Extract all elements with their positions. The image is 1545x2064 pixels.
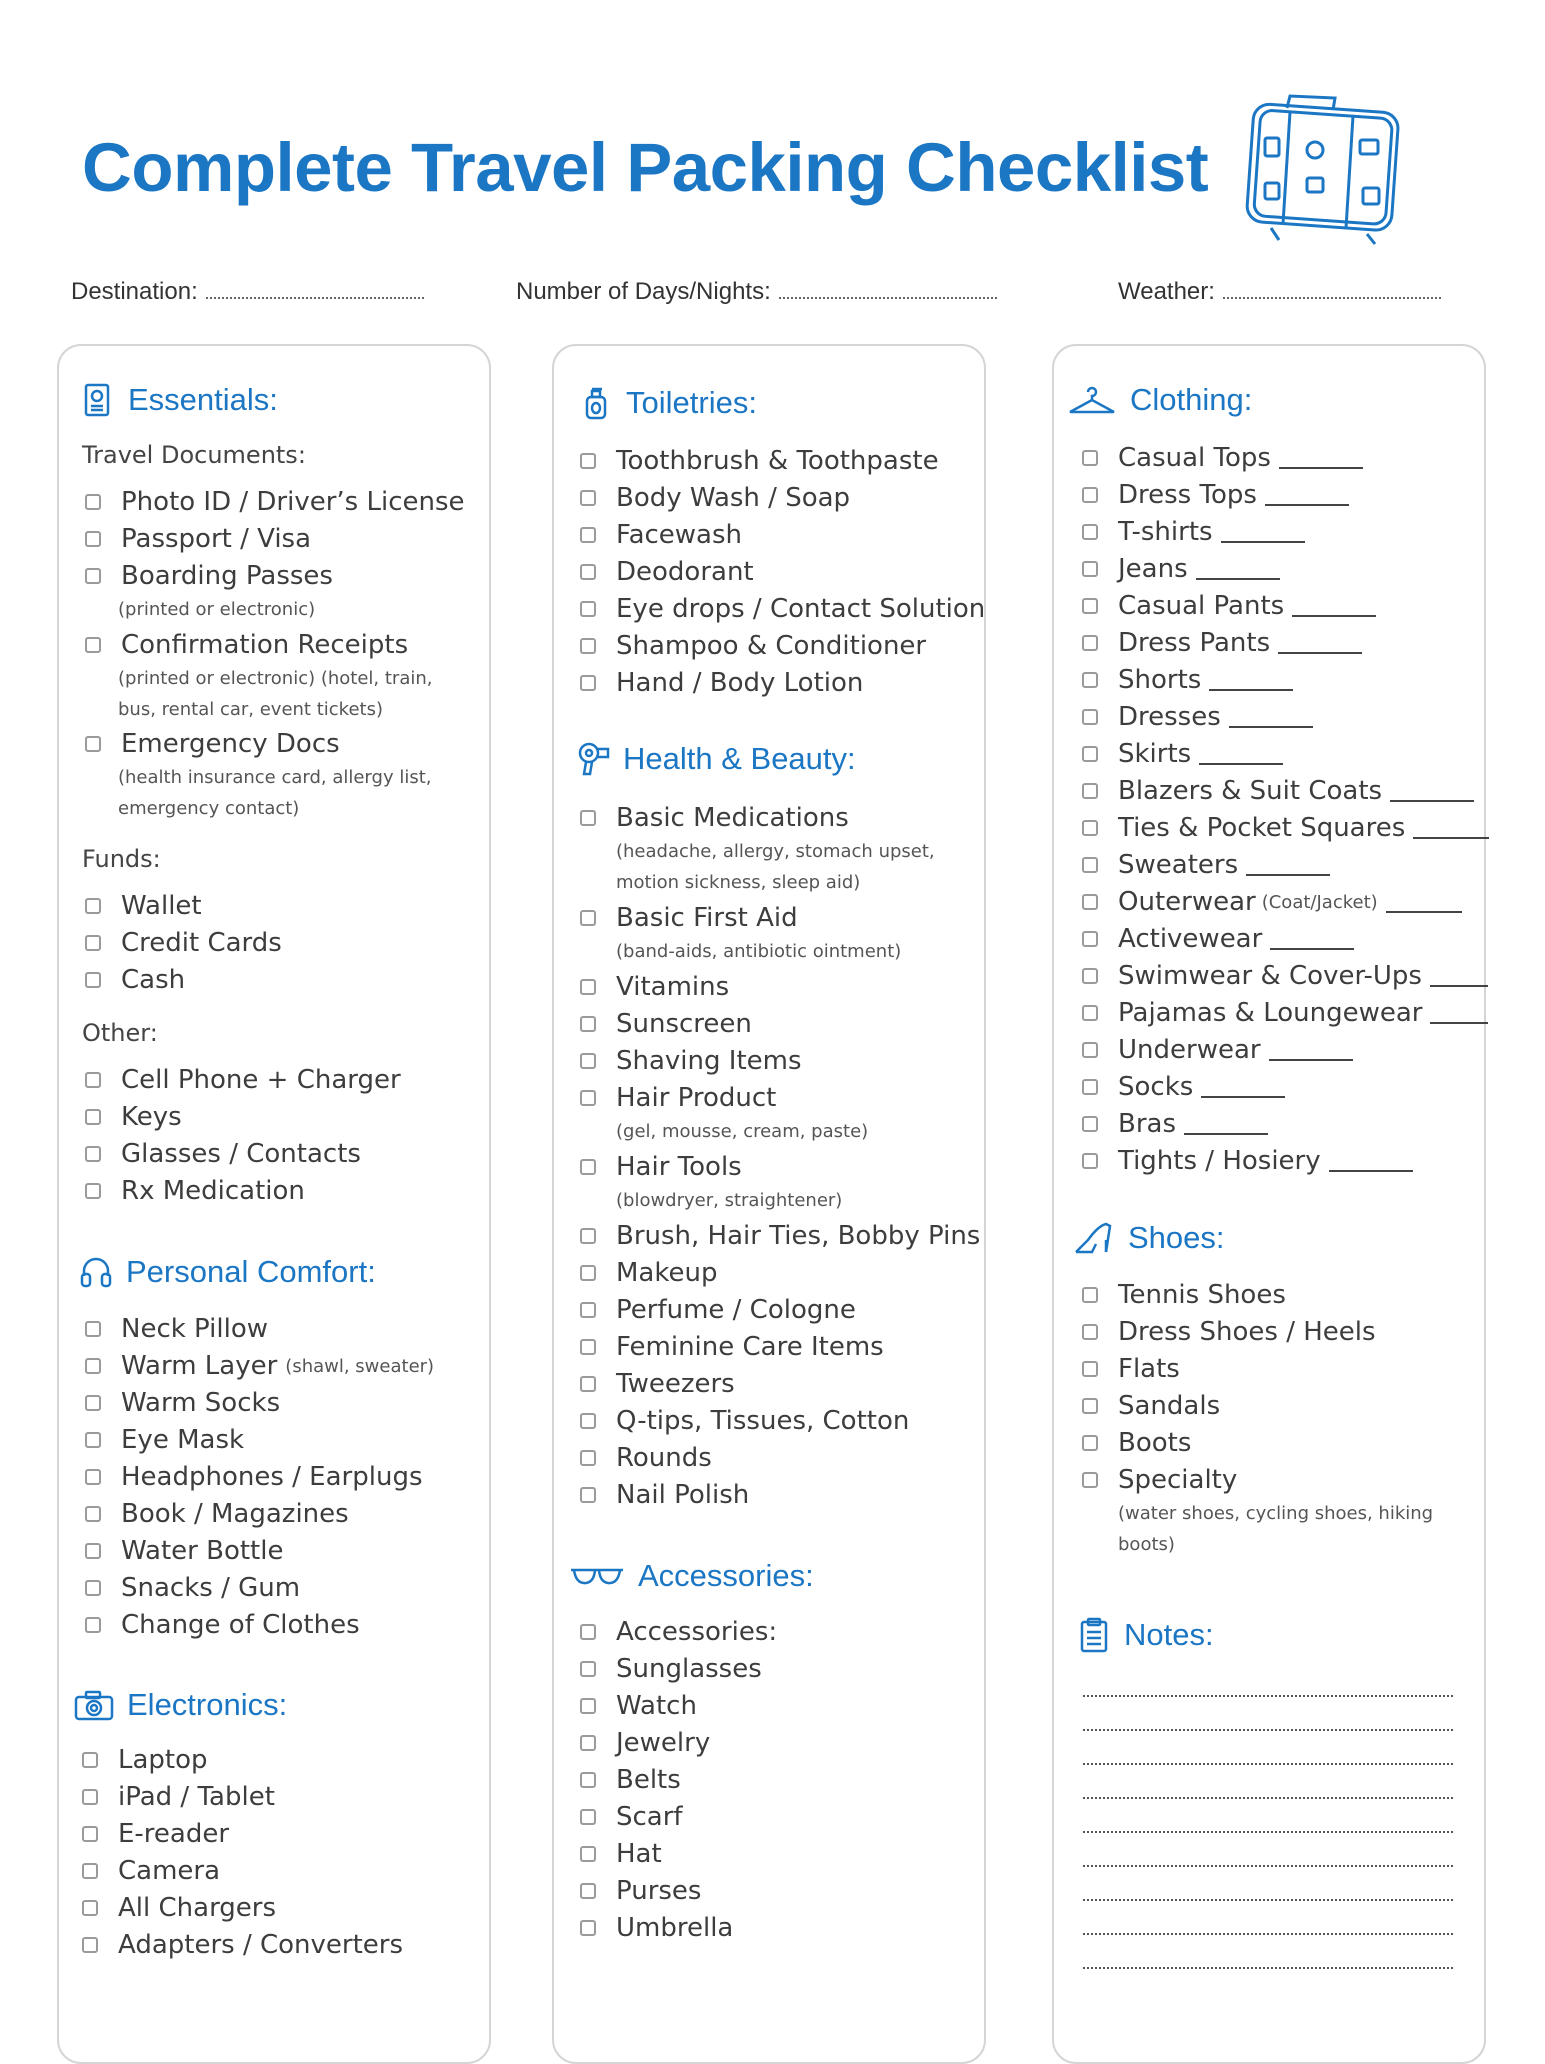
- checklist-item[interactable]: Makeup: [580, 1258, 717, 1288]
- checkbox[interactable]: [1082, 450, 1098, 466]
- soap-bottle-icon: [578, 385, 614, 421]
- checkbox[interactable]: [580, 1698, 596, 1714]
- notes-header: [1076, 1617, 1214, 1653]
- checkbox[interactable]: [85, 531, 101, 547]
- checkbox[interactable]: [85, 935, 101, 951]
- checklist-item[interactable]: Activewear: [1082, 924, 1354, 954]
- checklist-item[interactable]: Watch: [580, 1691, 697, 1721]
- checklist-item[interactable]: Umbrella: [580, 1913, 733, 1943]
- checkbox[interactable]: [85, 1072, 101, 1088]
- checkbox[interactable]: [1082, 931, 1098, 947]
- checkbox[interactable]: [85, 972, 101, 988]
- checkbox[interactable]: [580, 1016, 596, 1032]
- checklist-item[interactable]: Basic Medications: [580, 803, 849, 833]
- item-note: (gel, mousse, cream, paste): [616, 1121, 869, 1142]
- checkbox[interactable]: [1082, 1324, 1098, 1340]
- notes-line[interactable]: [1083, 1967, 1453, 1969]
- days-field[interactable]: [516, 278, 997, 306]
- checkbox[interactable]: [1082, 1287, 1098, 1303]
- checklist-item[interactable]: Flats: [1082, 1354, 1180, 1384]
- essentials-title: Essentials:: [128, 382, 278, 417]
- checklist-item[interactable]: Toothbrush & Toothpaste: [580, 446, 939, 476]
- checkbox[interactable]: [1082, 1435, 1098, 1451]
- personal-comfort-title: Personal Comfort:: [126, 1254, 376, 1289]
- checklist-item[interactable]: Brush, Hair Ties, Bobby Pins: [580, 1221, 980, 1251]
- checklist-item[interactable]: Warm Socks: [85, 1388, 280, 1418]
- checkbox[interactable]: [85, 1321, 101, 1337]
- essentials-header: [80, 382, 278, 418]
- quantity-blank[interactable]: [1292, 595, 1376, 617]
- checkbox[interactable]: [580, 453, 596, 469]
- item-note: emergency contact): [118, 798, 300, 819]
- checkbox[interactable]: [85, 1469, 101, 1485]
- notes-line[interactable]: [1083, 1695, 1453, 1697]
- quantity-blank[interactable]: [1265, 484, 1349, 506]
- checklist-item[interactable]: Rounds: [580, 1443, 712, 1473]
- quantity-blank[interactable]: [1329, 1150, 1413, 1172]
- checklist-item[interactable]: Swimwear & Cover-Ups: [1082, 961, 1488, 991]
- notes-line[interactable]: [1083, 1865, 1453, 1867]
- checkbox[interactable]: [580, 1735, 596, 1751]
- checkbox[interactable]: [1082, 968, 1098, 984]
- checklist-item[interactable]: Hair Tools: [580, 1152, 742, 1182]
- days-blank[interactable]: [779, 279, 997, 299]
- item-note: (printed or electronic): [118, 599, 316, 620]
- shoes-header: [1072, 1220, 1225, 1256]
- checklist-item[interactable]: Nail Polish: [580, 1480, 749, 1510]
- checkbox[interactable]: [85, 1432, 101, 1448]
- checklist-item[interactable]: Headphones / Earplugs: [85, 1462, 423, 1492]
- checkbox[interactable]: [580, 601, 596, 617]
- quantity-blank[interactable]: [1279, 447, 1363, 469]
- checkbox[interactable]: [580, 1624, 596, 1640]
- checklist-item[interactable]: Camera: [82, 1856, 220, 1886]
- checklist-item[interactable]: Scarf: [580, 1802, 683, 1832]
- destination-blank[interactable]: [206, 279, 424, 299]
- checklist-item[interactable]: Shaving Items: [580, 1046, 802, 1076]
- page-title: Complete Travel Packing Checklist: [82, 129, 1209, 206]
- checklist-item[interactable]: Shampoo & Conditioner: [580, 631, 926, 661]
- checkbox[interactable]: [1082, 1005, 1098, 1021]
- travel-docs-subheading: Travel Documents:: [82, 441, 306, 469]
- checklist-item[interactable]: Belts: [580, 1765, 681, 1795]
- checkbox[interactable]: [1082, 487, 1098, 503]
- checkbox[interactable]: [82, 1937, 98, 1953]
- destination-label: Destination:: [71, 278, 198, 305]
- quantity-blank[interactable]: [1430, 1002, 1488, 1024]
- checkbox[interactable]: [1082, 1472, 1098, 1488]
- checklist-item[interactable]: Deodorant: [580, 557, 754, 587]
- quantity-blank[interactable]: [1270, 928, 1354, 950]
- clothing-header: [1066, 382, 1252, 418]
- notes-line[interactable]: [1083, 1729, 1453, 1731]
- checklist-item[interactable]: Boarding Passes: [85, 561, 333, 591]
- checkbox[interactable]: [580, 1376, 596, 1392]
- electronics-header: [73, 1687, 287, 1723]
- checklist-item[interactable]: Eye drops / Contact Solution: [580, 594, 985, 624]
- checkbox[interactable]: [1082, 1398, 1098, 1414]
- funds-subheading: Funds:: [82, 845, 161, 873]
- checklist-item[interactable]: T-shirts: [1082, 517, 1305, 547]
- checkbox[interactable]: [1082, 857, 1098, 873]
- quantity-blank[interactable]: [1199, 743, 1283, 765]
- quantity-blank[interactable]: [1413, 817, 1489, 839]
- checkbox[interactable]: [82, 1752, 98, 1768]
- checkbox[interactable]: [580, 910, 596, 926]
- checklist-item[interactable]: Socks: [1082, 1072, 1285, 1102]
- checklist-item[interactable]: Casual Pants: [1082, 591, 1376, 621]
- hanger-icon: [1066, 382, 1118, 418]
- checkbox[interactable]: [580, 1265, 596, 1281]
- weather-label: Weather:: [1118, 278, 1215, 305]
- checkbox[interactable]: [1082, 1153, 1098, 1169]
- checklist-item[interactable]: Perfume / Cologne: [580, 1295, 856, 1325]
- trip-info-fields: [0, 278, 1545, 318]
- notes-line[interactable]: [1083, 1933, 1453, 1935]
- checklist-item[interactable]: Hair Product: [580, 1083, 776, 1113]
- checkbox[interactable]: [1082, 635, 1098, 651]
- checkbox[interactable]: [1082, 561, 1098, 577]
- checklist-item[interactable]: E-reader: [82, 1819, 229, 1849]
- checklist-item[interactable]: Credit Cards: [85, 928, 282, 958]
- clothing-title: Clothing:: [1130, 382, 1253, 417]
- item-note: (water shoes, cycling shoes, hiking: [1118, 1503, 1434, 1524]
- checklist-item[interactable]: Boots: [1082, 1428, 1191, 1458]
- checklist-item[interactable]: Sunglasses: [580, 1654, 762, 1684]
- checklist-item[interactable]: Sunscreen: [580, 1009, 752, 1039]
- destination-field[interactable]: [71, 278, 424, 306]
- item-note: (Coat/Jacket): [1261, 891, 1378, 913]
- checkbox[interactable]: [85, 568, 101, 584]
- quantity-blank[interactable]: [1209, 669, 1293, 691]
- quantity-blank[interactable]: [1386, 891, 1462, 913]
- checklist-item[interactable]: Sweaters: [1082, 850, 1330, 880]
- checklist-item[interactable]: iPad / Tablet: [82, 1782, 275, 1812]
- checklist-item[interactable]: Shorts: [1082, 665, 1293, 695]
- personal-comfort-header: [78, 1254, 376, 1290]
- checkbox[interactable]: [580, 979, 596, 995]
- checkbox[interactable]: [580, 1809, 596, 1825]
- checklist-item[interactable]: Glasses / Contacts: [85, 1139, 361, 1169]
- checklist-item[interactable]: Q-tips, Tissues, Cotton: [580, 1406, 909, 1436]
- checkbox[interactable]: [580, 527, 596, 543]
- checklist-item[interactable]: Specialty: [1082, 1465, 1237, 1495]
- checklist-item[interactable]: Jewelry: [580, 1728, 710, 1758]
- checkbox[interactable]: [85, 1580, 101, 1596]
- other-subheading: Other:: [82, 1019, 158, 1047]
- quantity-blank[interactable]: [1221, 521, 1305, 543]
- checklist-item[interactable]: Purses: [580, 1876, 701, 1906]
- toiletries-header: [578, 385, 757, 421]
- checkbox[interactable]: [85, 1358, 101, 1374]
- checkbox[interactable]: [580, 1846, 596, 1862]
- checkbox[interactable]: [580, 1883, 596, 1899]
- checklist-item[interactable]: Eye Mask: [85, 1425, 244, 1455]
- quantity-blank[interactable]: [1269, 1039, 1353, 1061]
- checkbox[interactable]: [85, 1146, 101, 1162]
- checkbox[interactable]: [580, 1772, 596, 1788]
- checkbox[interactable]: [1082, 894, 1098, 910]
- shoes-title: Shoes:: [1128, 1220, 1225, 1255]
- checklist-item[interactable]: Change of Clothes: [85, 1610, 360, 1640]
- item-note: motion sickness, sleep aid): [616, 872, 861, 893]
- checkbox[interactable]: [1082, 1042, 1098, 1058]
- checklist-item[interactable]: Skirts: [1082, 739, 1283, 769]
- checkbox[interactable]: [82, 1900, 98, 1916]
- checkbox[interactable]: [1082, 524, 1098, 540]
- item-note: (headache, allergy, stomach upset,: [616, 841, 935, 862]
- checkbox[interactable]: [85, 637, 101, 653]
- checkbox[interactable]: [1082, 783, 1098, 799]
- checklist-item[interactable]: Tennis Shoes: [1082, 1280, 1286, 1310]
- checklist-item[interactable]: Dress Pants: [1082, 628, 1362, 658]
- passport-icon: [80, 382, 116, 418]
- high-heel-icon: [1072, 1220, 1116, 1256]
- checklist-item[interactable]: Jeans: [1082, 554, 1280, 584]
- checklist-item[interactable]: Ties & Pocket Squares: [1082, 813, 1489, 843]
- checklist-item[interactable]: Neck Pillow: [85, 1314, 268, 1344]
- checkbox[interactable]: [85, 1395, 101, 1411]
- checkbox[interactable]: [85, 736, 101, 752]
- checkbox[interactable]: [580, 1920, 596, 1936]
- quantity-blank[interactable]: [1201, 1076, 1285, 1098]
- checklist-item[interactable]: Tights / Hosiery: [1082, 1146, 1413, 1176]
- checklist-item[interactable]: Casual Tops: [1082, 443, 1363, 473]
- checklist-item[interactable]: Emergency Docs: [85, 729, 340, 759]
- checkbox[interactable]: [580, 1053, 596, 1069]
- checklist-item[interactable]: Passport / Visa: [85, 524, 311, 554]
- health-beauty-title: Health & Beauty:: [623, 741, 856, 776]
- checkbox[interactable]: [580, 564, 596, 580]
- checklist-item[interactable]: Sandals: [1082, 1391, 1220, 1421]
- checklist-item[interactable]: Cell Phone + Charger: [85, 1065, 401, 1095]
- checklist-item[interactable]: Dress Shoes / Heels: [1082, 1317, 1376, 1347]
- quantity-blank[interactable]: [1390, 780, 1474, 802]
- checkbox[interactable]: [1082, 598, 1098, 614]
- sunglasses-icon: [568, 1558, 626, 1594]
- checklist-item[interactable]: Laptop: [82, 1745, 208, 1775]
- checkbox[interactable]: [85, 898, 101, 914]
- checkbox[interactable]: [85, 494, 101, 510]
- checklist-item[interactable]: Snacks / Gum: [85, 1573, 300, 1603]
- checklist-item[interactable]: Warm Layer (shawl, sweater): [85, 1351, 434, 1381]
- checklist-item[interactable]: Vitamins: [580, 972, 729, 1002]
- checkbox[interactable]: [85, 1506, 101, 1522]
- item-note: bus, rental car, event tickets): [118, 699, 383, 720]
- checklist-item[interactable]: Accessories:: [580, 1617, 777, 1647]
- notes-line[interactable]: [1083, 1899, 1453, 1901]
- notes-line[interactable]: [1083, 1831, 1453, 1833]
- suitcase-icon: [1235, 88, 1405, 248]
- checklist-item[interactable]: Facewash: [580, 520, 742, 550]
- checkbox[interactable]: [82, 1826, 98, 1842]
- checklist-item[interactable]: Hand / Body Lotion: [580, 668, 863, 698]
- checkbox[interactable]: [580, 638, 596, 654]
- quantity-blank[interactable]: [1246, 854, 1330, 876]
- electronics-title: Electronics:: [127, 1687, 288, 1722]
- quantity-blank[interactable]: [1184, 1113, 1268, 1135]
- accessories-header: [568, 1558, 814, 1594]
- checklist-item[interactable]: Keys: [85, 1102, 182, 1132]
- weather-field[interactable]: [1118, 278, 1441, 306]
- checklist-item[interactable]: Wallet: [85, 891, 202, 921]
- checklist-item[interactable]: Basic First Aid: [580, 903, 798, 933]
- toiletries-title: Toiletries:: [626, 385, 757, 420]
- checklist-item[interactable]: Dress Tops: [1082, 480, 1349, 510]
- checklist-item[interactable]: Water Bottle: [85, 1536, 283, 1566]
- checklist-item[interactable]: Confirmation Receipts: [85, 630, 408, 660]
- checklist-item[interactable]: Book / Magazines: [85, 1499, 349, 1529]
- checkbox[interactable]: [1082, 672, 1098, 688]
- checklist-item[interactable]: Dresses: [1082, 702, 1313, 732]
- camera-icon: [73, 1687, 115, 1723]
- checklist-item[interactable]: Photo ID / Driver’s License: [85, 487, 465, 517]
- item-note: (band-aids, antibiotic ointment): [616, 941, 902, 962]
- checkbox[interactable]: [580, 1661, 596, 1677]
- days-label: Number of Days/Nights:: [516, 278, 771, 305]
- checkbox[interactable]: [85, 1617, 101, 1633]
- checklist-item[interactable]: Tweezers: [580, 1369, 735, 1399]
- checklist-item[interactable]: Rx Medication: [85, 1176, 305, 1206]
- checkbox[interactable]: [1082, 746, 1098, 762]
- item-note: (shawl, sweater): [285, 1355, 435, 1377]
- checkbox[interactable]: [580, 1339, 596, 1355]
- checkbox[interactable]: [580, 1228, 596, 1244]
- quantity-blank[interactable]: [1278, 632, 1362, 654]
- checkbox[interactable]: [1082, 1361, 1098, 1377]
- checkbox[interactable]: [580, 1487, 596, 1503]
- quantity-blank[interactable]: [1229, 706, 1313, 728]
- item-note: (blowdryer, straightener): [616, 1190, 843, 1211]
- checkbox[interactable]: [580, 675, 596, 691]
- checkbox[interactable]: [580, 810, 596, 826]
- checkbox[interactable]: [82, 1789, 98, 1805]
- accessories-title: Accessories:: [638, 1558, 814, 1593]
- item-note: (printed or electronic) (hotel, train,: [118, 668, 433, 689]
- notes-line[interactable]: [1083, 1797, 1453, 1799]
- checklist-item[interactable]: Blazers & Suit Coats: [1082, 776, 1474, 806]
- weather-blank[interactable]: [1223, 279, 1441, 299]
- checkbox[interactable]: [580, 1302, 596, 1318]
- quantity-blank[interactable]: [1196, 558, 1280, 580]
- checklist-item[interactable]: Feminine Care Items: [580, 1332, 884, 1362]
- checkbox[interactable]: [580, 1413, 596, 1429]
- checkbox[interactable]: [1082, 709, 1098, 725]
- checklist-item[interactable]: Pajamas & Loungewear: [1082, 998, 1488, 1028]
- quantity-blank[interactable]: [1430, 965, 1488, 987]
- checkbox[interactable]: [85, 1183, 101, 1199]
- checkbox[interactable]: [1082, 1079, 1098, 1095]
- checklist-item[interactable]: Hat: [580, 1839, 662, 1869]
- checkbox[interactable]: [1082, 820, 1098, 836]
- health-beauty-header: [575, 741, 856, 777]
- checklist-item[interactable]: All Chargers: [82, 1893, 276, 1923]
- checkbox[interactable]: [580, 1450, 596, 1466]
- checklist-item[interactable]: Outerwear (Coat/Jacket): [1082, 887, 1462, 917]
- checkbox[interactable]: [85, 1543, 101, 1559]
- checkbox[interactable]: [580, 490, 596, 506]
- checklist-item[interactable]: Underwear: [1082, 1035, 1353, 1065]
- notes-line[interactable]: [1083, 1763, 1453, 1765]
- checklist-item[interactable]: Bras: [1082, 1109, 1268, 1139]
- item-note: boots): [1118, 1534, 1175, 1555]
- headphones-icon: [78, 1254, 114, 1290]
- checklist-item[interactable]: Adapters / Converters: [82, 1930, 403, 1960]
- checkbox[interactable]: [85, 1109, 101, 1125]
- checklist-item[interactable]: Cash: [85, 965, 185, 995]
- clipboard-icon: [1076, 1617, 1112, 1653]
- item-note: (health insurance card, allergy list,: [118, 767, 432, 788]
- checkbox[interactable]: [1082, 1116, 1098, 1132]
- checkbox[interactable]: [580, 1159, 596, 1175]
- checkbox[interactable]: [82, 1863, 98, 1879]
- checkbox[interactable]: [580, 1090, 596, 1106]
- hairdryer-icon: [575, 741, 611, 777]
- checklist-item[interactable]: Body Wash / Soap: [580, 483, 850, 513]
- notes-title: Notes:: [1124, 1617, 1214, 1652]
